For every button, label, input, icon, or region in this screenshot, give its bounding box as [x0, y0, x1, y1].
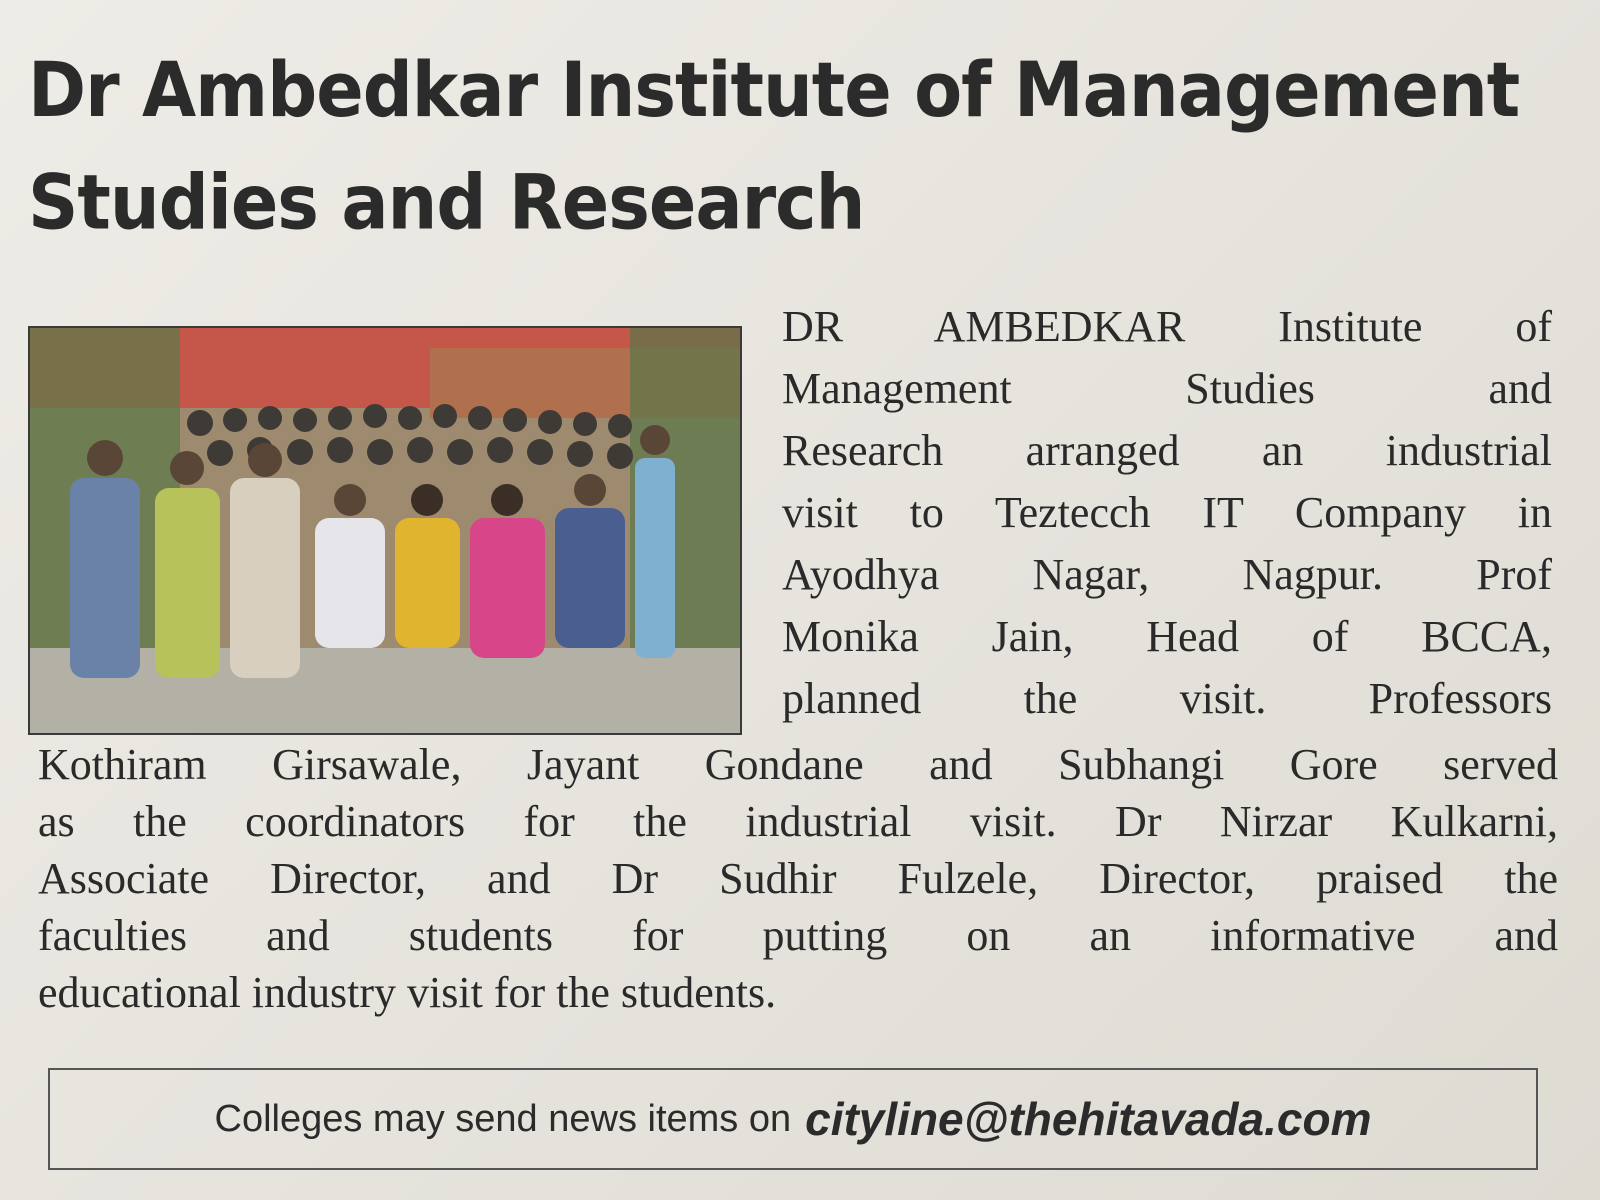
group-photo-illustration [30, 328, 740, 733]
group-photo [28, 326, 742, 735]
column-line: visit to Teztecch IT Company in [782, 488, 1552, 537]
column-line: Management Studies and [782, 364, 1552, 413]
headline-line-2: Studies and Research [28, 158, 865, 247]
notice-email: cityline@thehitavada.com [805, 1093, 1372, 1145]
submission-notice-box [48, 1068, 1538, 1170]
headline-line-1: Dr Ambedkar Institute of Management [28, 45, 1520, 135]
body-line: faculties and students for putting on an informative and [38, 911, 1558, 960]
article-full-width-text [38, 736, 1558, 1021]
body-line: educational industry visit for the students. [38, 968, 777, 1017]
column-line: Research arranged an industrial [782, 426, 1552, 475]
article-column-text [782, 296, 1552, 730]
column-line: Monika Jain, Head of BCCA, [782, 612, 1552, 661]
body-line: as the coordinators for the industrial visit. Dr Nirzar Kulkarni, [38, 797, 1558, 846]
notice-text: Colleges may send news items on [214, 1097, 792, 1140]
headline [28, 34, 1548, 259]
column-line: DR AMBEDKAR Institute of [782, 302, 1552, 351]
body-line: Kothiram Girsawale, Jayant Gondane and Subhangi Gore served [38, 740, 1558, 789]
column-line: planned the visit. Professors [782, 674, 1552, 723]
column-line: Ayodhya Nagar, Nagpur. Prof [782, 550, 1552, 599]
body-line: Associate Director, and Dr Sudhir Fulzele, Director, praised the [38, 854, 1558, 903]
